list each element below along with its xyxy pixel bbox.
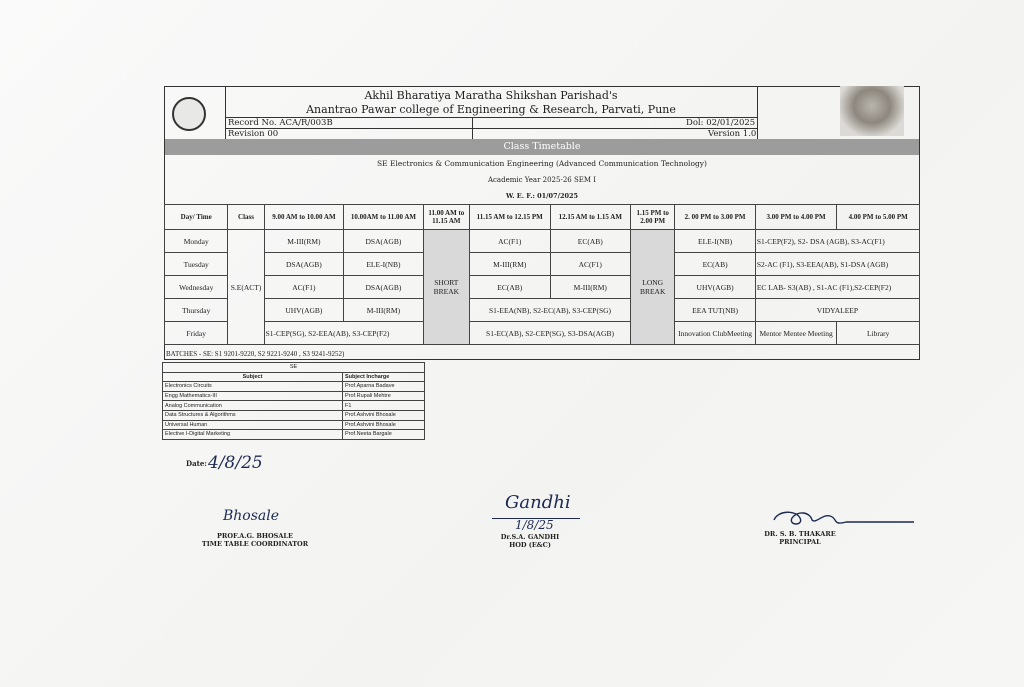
hod-sign-date: 1/8/25 [515,518,554,532]
short-break-cell: SHORT BREAK [423,230,469,345]
day-cell: Thursday [165,299,228,322]
header-day: Day/ Time [165,205,228,230]
lecture-cell: UHV(AGB) [264,299,344,322]
header-slot-4: 12.15 AM to 1.15 AM [550,205,631,230]
activity-cell: Library [837,322,920,345]
principal-role: PRINCIPAL [779,538,821,547]
principal-signature [768,502,918,532]
incharge-cell: Prof.Ashvini Bhosale [343,410,425,420]
table-row [165,276,920,299]
practical-cell: S1-CEP(F2), S2- DSA (AGB), S3-AC(F1) [755,230,919,253]
table-row [163,401,425,411]
lecture-cell: M-III(RM) [469,253,550,276]
wef-date: W. E. F.: 01/07/2025 [505,192,579,200]
header-slot-3: 11.15 AM to 12.15 PM [469,205,550,230]
principal-name [740,530,860,547]
lecture-cell: ELE-I(NB) [344,253,424,276]
lecture-cell: M-III(RM) [264,230,344,253]
coordinator-signature: Bhosale [223,508,280,524]
table-row [163,410,425,420]
activity-cell: VIDYALEEP [755,299,919,322]
lecture-cell: AC(F1) [264,276,344,299]
version: Version 1.0 [708,129,757,139]
incharge-cell: Prof.Aparna Badave [343,382,425,392]
record-no: Record No. ACA/R/003B [228,118,333,128]
lecture-cell: EC(AB) [469,276,550,299]
timetable [164,204,920,345]
subject-cell: Electronics Circuits [163,382,343,392]
header-slot-2: 10.00AM to 11.00 AM [344,205,424,230]
timetable-header-row [165,205,920,230]
hod-role: HOD (E&C) [509,541,551,550]
hod-signature: Gandhi [505,492,571,513]
lecture-cell: M-III(RM) [550,276,631,299]
founder-photo [840,86,904,136]
subject-cell: Engg Mathematics-III [163,391,343,401]
header-slot-1: 9.00 AM to 10.00 AM [264,205,344,230]
principal-name-text: DR. S. B. THAKARE [764,530,836,538]
practical-cell: EC LAB- S3(AB) , S1-AC (F1),S2-CEP(F2) [755,276,919,299]
practical-cell: S1-EEA(NB), S2-EC(AB), S3-CEP(SG) [469,299,630,322]
department-title: SE Electronics & Communication Engineering (Advanced Communication Technology) [377,159,707,168]
lecture-cell: EC(AB) [675,253,756,276]
revision: Revision 00 [228,129,279,139]
hod-name-text: Dr.S.A. GANDHI [500,533,560,541]
header-short-break: 11.00 AM to 11.15 AM [423,205,469,230]
form-title: Class Timetable [503,141,581,152]
header-slot-6: 3.00 PM to 4.00 PM [755,205,837,230]
lecture-cell: AC(F1) [469,230,550,253]
practical-cell: S2-AC (F1), S3-EEA(AB), S1-DSA (AGB) [755,253,919,276]
subject-cell: Elective I-Digital Marketing [163,430,343,440]
subject-col-header: Subject [163,372,343,382]
academic-year: Academic Year 2025-26 SEM I [487,176,597,184]
batches-note: BATCHES - SE: S1 9201-9220, S2 9221-9240 , S3 9241-9252) [166,350,345,358]
subject-cell: Data Structures & Algorithms [163,410,343,420]
class-cell: S.E(ACT) [228,230,264,345]
table-row [165,253,920,276]
table-row [163,430,425,440]
table-row [165,322,920,345]
practical-cell: S1-EC(AB), S2-CEP(SG), S3-DSA(AGB) [469,322,630,345]
coordinator-name-text: PROF.A.G. BHOSALE [217,532,293,540]
table-row [163,420,425,430]
incharge-col-header: Subject Incharge [343,372,425,382]
coordinator-name [180,532,330,549]
header-slot-5: 2. 00 PM to 3.00 PM [675,205,756,230]
lecture-cell: DSA(AGB) [344,230,424,253]
hod-name [470,533,590,550]
day-cell: Tuesday [165,253,228,276]
lecture-cell: EC(AB) [550,230,631,253]
date-label: Date: [186,459,207,468]
date-handwritten: 4/8/25 [208,453,263,473]
table-row [165,230,920,253]
lecture-cell: EEA TUT(NB) [675,299,756,322]
coordinator-role: TIME TABLE COORDINATOR [201,540,309,549]
day-cell: Friday [165,322,228,345]
subject-cell: Universal Human [163,420,343,430]
lecture-cell: DSA(AGB) [264,253,344,276]
org-name: Akhil Bharatiya Maratha Shikshan Parishad's [364,89,618,102]
subject-table [162,362,425,440]
day-cell: Wednesday [165,276,228,299]
practical-cell: S1-CEP(SG), S2-EEA(AB), S3-CEP(F2) [264,322,423,345]
lecture-cell: UHV(AGB) [675,276,756,299]
table-row [165,299,920,322]
dol-date: Dol: 02/01/2025 [686,118,756,128]
incharge-cell: F1 [343,401,425,411]
activity-cell: Innovation ClubMeeting [675,322,756,345]
college-name: Anantrao Pawar college of Engineering & Research, Parvati, Pune [306,103,676,116]
activity-cell: Mentor Mentee Meeting [755,322,837,345]
long-break-cell: LONG BREAK [631,230,675,345]
lecture-cell: AC(F1) [550,253,631,276]
subject-cell: Analog Communication [163,401,343,411]
header-class: Class [228,205,264,230]
lecture-cell: DSA(AGB) [344,276,424,299]
incharge-cell: Prof.Neeta Bargale [343,430,425,440]
incharge-cell: Prof.Ashvini Bhosale [343,420,425,430]
table-row [163,391,425,401]
table-row [163,382,425,392]
lecture-cell: ELE-I(NB) [675,230,756,253]
header-slot-7: 4.00 PM to 5.00 PM [837,205,920,230]
header-long-break: 1.15 PM to 2.00 PM [631,205,675,230]
subject-group: SE [163,363,425,373]
lecture-cell: M-III(RM) [344,299,424,322]
college-logo [172,97,206,131]
incharge-cell: Prof.Rupali Mehtre [343,391,425,401]
day-cell: Monday [165,230,228,253]
